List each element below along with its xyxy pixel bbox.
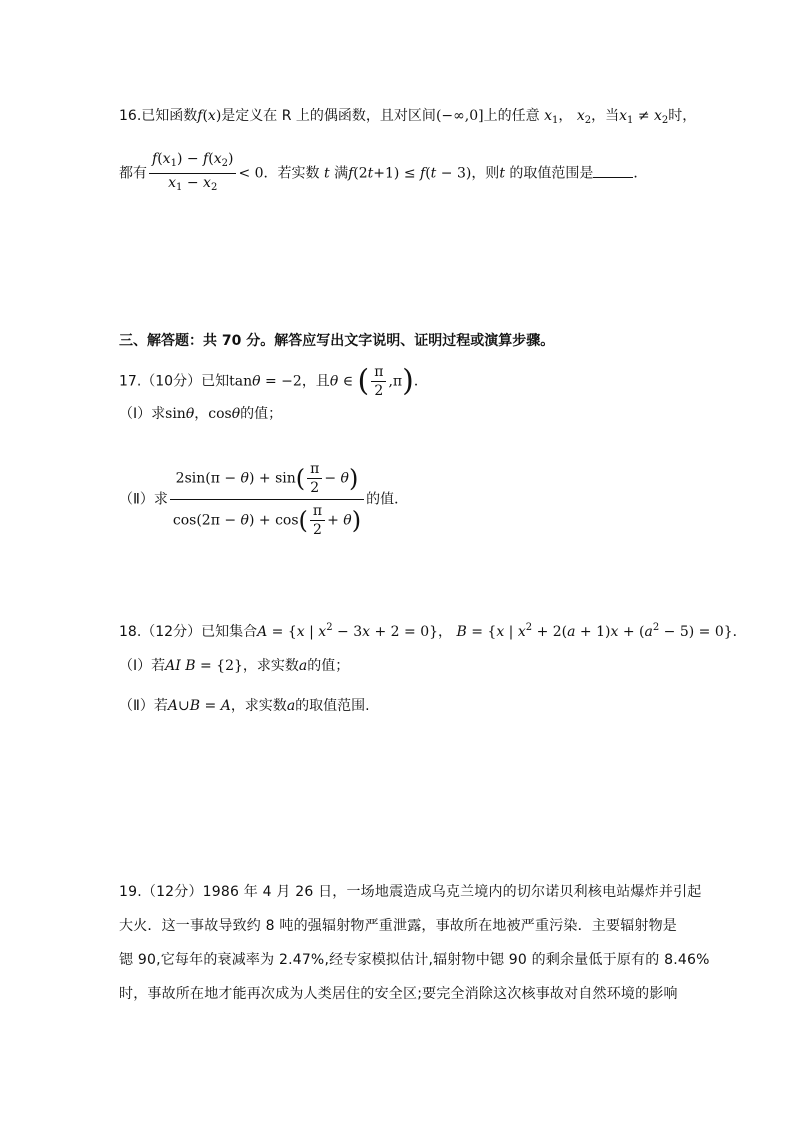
q18-part2: （Ⅱ）若A∪B = A，求实数a的取值范围.	[119, 698, 370, 714]
q17-text: （Ⅱ）求	[119, 491, 168, 508]
q17-part1: （Ⅰ）求sinθ，cosθ的值；	[119, 406, 283, 422]
q18-text: （Ⅰ）若	[119, 658, 166, 674]
q17-text: （Ⅰ）求	[119, 406, 166, 422]
q17-text: 17.（10分）已知	[119, 373, 230, 390]
q16-text: 是定义在 R 上的偶函数，且对区间	[221, 108, 436, 124]
answer-blank	[593, 163, 633, 178]
q16-text: 满	[334, 165, 349, 182]
q18-text: 18.（12分）已知集合	[119, 624, 258, 640]
math-interval: (−∞,0]	[435, 108, 484, 124]
q17-part2	[119, 460, 408, 539]
q16-text: ，	[558, 108, 573, 124]
q18-text: （Ⅱ）若	[119, 698, 168, 714]
q16-text: 16.已知函数	[119, 108, 198, 124]
q18-text: ，	[438, 624, 453, 640]
math-fraction: $\frac{f(x_1) - f(x_2)}{x_1 - x_2}$	[149, 150, 236, 197]
q16-text: ，则	[471, 165, 500, 182]
q18-line1: 18.（12分）已知集合A = {x | $x^2 - 3x + 2 = 0$}， B = {x | $x^2 + 2(a + 1)x + (a^2 - 5) = 0$}．	[119, 622, 747, 640]
q19-line1: 19.（12分）1986 年 4 月 26 日，一场地震造成乌克兰境内的切尔诺贝利核电站爆炸并引起	[119, 884, 702, 900]
q19-line3: 锶 90,它每年的衰减率为 2.47%,经专家模拟估计,辐射物中锶 90 的剩余量低于原有的 8.46%	[119, 952, 710, 968]
math-fraction: 2sin(π − θ) + sin( $\frac{\pi}{2}$ − θ) cos(2π − θ) + cos( $\frac{\pi}{2}$ + θ)	[170, 460, 364, 539]
q16-text: 的取值范围是	[509, 165, 594, 182]
q18-text: ，求实数	[242, 658, 299, 674]
q18-part1: （Ⅰ）若AI B = {2}，求实数a的值；	[119, 658, 350, 674]
q18-text: 的取值范围.	[295, 698, 370, 714]
math-fx: f	[197, 108, 203, 124]
q18-text: ，求实数	[230, 698, 287, 714]
q17-text: ．	[413, 373, 428, 390]
q18-text: ．	[732, 624, 747, 640]
q16-text: ．若实数	[263, 165, 320, 182]
q17-text: ，	[194, 406, 209, 422]
q16-line2: 都有 $\frac{f(x_1) - f(x_2)}{x_1 - x_2}$ < 0．若实数 t 满f(2t+1) ≤ f(t − 3)，则t 的取值范围是 ．	[119, 150, 647, 197]
q19-line4: 时，事故所在地才能再次成为人类居住的安全区;要完全消除这次核事故对自然环境的影响	[119, 986, 678, 1002]
q16-text: ．	[633, 165, 648, 182]
q17-line1: 17.（10分）已知tanθ = −2，且θ ∈ ( $\frac{\pi}{2}$ ,π)．	[119, 363, 428, 399]
q17-text: ，且	[301, 373, 330, 390]
math-fraction: $\frac{\pi}{2}$	[371, 363, 386, 400]
q17-text: 的值；	[240, 406, 283, 422]
section-heading: 三、解答题：共 70 分。解答应写出文字说明、证明过程或演算步骤。	[119, 333, 555, 349]
q19-line2: 大火．这一事故导致约 8 吨的强辐射物严重泄露，事故所在地被严重污染．主要辐射物是	[119, 918, 678, 934]
q16-text: ，当	[591, 108, 620, 124]
q16-line1: 16.已知函数f(x)是定义在 R 上的偶函数，且对区间(−∞,0]上的任意 $x_1$， $x_2$，当$x_1 \ne x_2$时，	[119, 108, 697, 126]
q17-text: 的值．	[366, 491, 409, 508]
q16-text: 都有	[119, 165, 147, 182]
q16-text: 时，	[668, 108, 697, 124]
q16-text: 上的任意	[483, 108, 540, 124]
q18-text: 的值；	[307, 658, 350, 674]
